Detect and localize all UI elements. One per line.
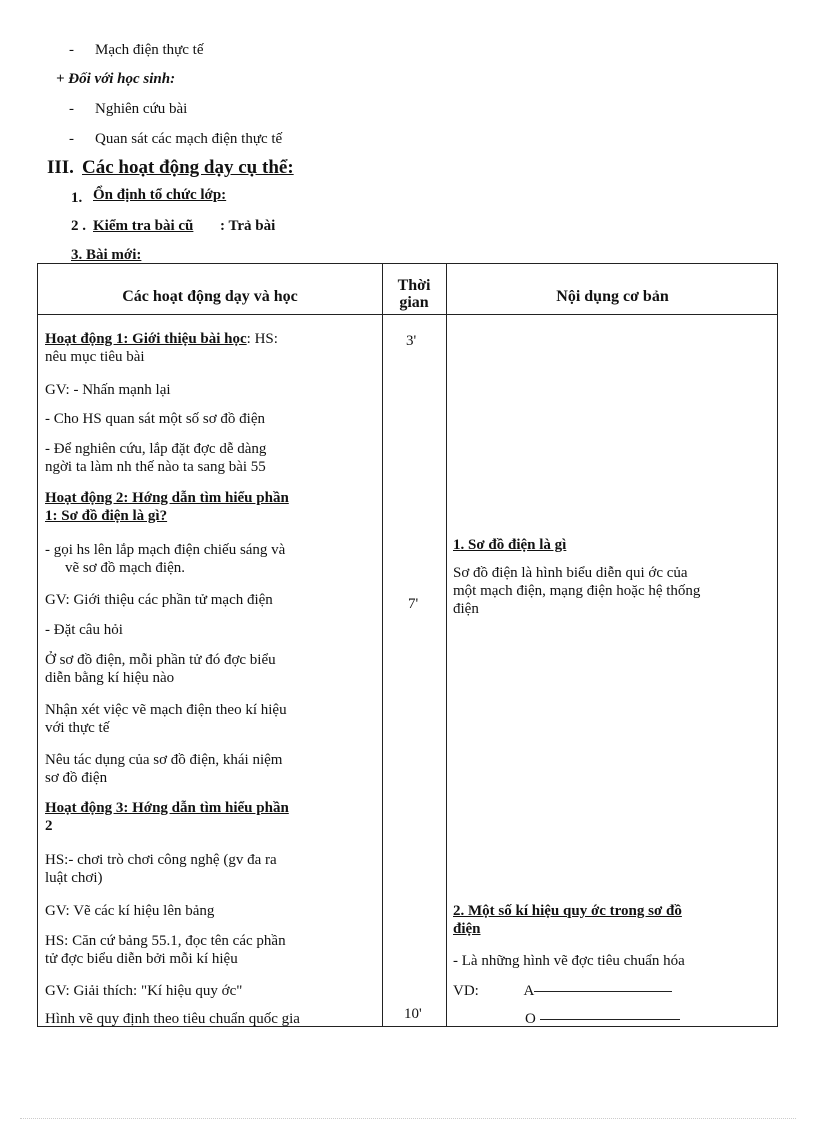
goi-hs-2: vẽ sơ đồ mạch điện. [65,560,185,576]
header-divider [38,314,777,315]
nhan-xet-2: với thực tế [45,720,110,736]
hs-choi [45,851,378,887]
item-mach-dien: Mạch điện thực tế [95,42,204,58]
step2-num: 2 . [71,218,86,234]
header-content: Nội dụng cơ bản [556,288,669,305]
neu-tac-dung-1: Nêu tác dụng của sơ đồ điện, khái niệm [45,752,283,768]
hd3-title-2: 2 [45,818,53,834]
section1-text [453,564,776,618]
hd1-line2: nêu mục tiêu bài [45,349,145,365]
o-so-do [45,651,378,687]
section2-title-1: 2. Một số kí hiệu quy ớc trong sơ đồ [453,903,682,919]
neu-tac-dung-2: sơ đồ điện [45,770,108,786]
dash-1: - [69,42,74,58]
o-so-do-1: Ở sơ đồ điện, mỗi phần tử đó đợc biểu [45,652,276,668]
header-activities: Các hoạt động dạy và học [122,288,298,305]
section1-title: 1. Sơ đồ điện là gì [453,537,567,553]
lesson-table [37,263,778,1027]
vd-label: VD: [453,983,479,999]
hd3-title [45,799,378,835]
hs-choi-1: HS:- chơi trò chơi công nghệ (gv đa ra [45,852,277,868]
section3-title: Các hoạt động dạy cụ thể: [82,157,294,178]
section1-text-3: điện [453,601,479,617]
section2-title [453,902,776,938]
dash-2: - [69,101,74,117]
section2-title-2: điện [453,921,481,937]
gv1: GV: - Nhấn mạnh lại [45,382,171,398]
hs-can-cu [45,932,378,968]
hd1-block [45,330,378,366]
section3-num: III. [47,157,74,178]
section1-text-2: một mạch điện, mạng điện hoặc hệ thống [453,583,701,599]
hs-can-cu-2: tử đợc biểu diễn bởi mỗi kí hiệu [45,951,238,967]
col-divider-2 [446,264,447,1026]
cho-hs: - Cho HS quan sát một số sơ đồ điện [45,411,266,427]
symbol-o-line [540,1019,680,1020]
vd-row [453,982,776,1000]
goi-hs [45,541,378,577]
o-so-do-2: diễn bằng kí hiệu nào [45,670,175,686]
step2-link: Kiểm tra bài cũ [93,218,194,234]
de-nghien-cuu-1: - Để nghiên cứu, lắp đặt đợc dễ dàng [45,441,267,457]
header-time-line1: Thời [397,277,431,294]
hd2-title-1: Hoạt động 2: Hớng dẫn tìm hiểu phần [45,490,289,506]
de-nghien-cuu [45,440,378,476]
header-time-line2: gian [399,294,429,311]
gv3: GV: Vẽ các kí hiệu lên bảng [45,903,215,919]
nhan-xet [45,701,378,737]
hd3-title-1: Hoạt động 3: Hớng dẫn tìm hiểu phần [45,800,289,816]
hinh-ve: Hình vẽ quy định theo tiêu chuẩn quốc gia [45,1011,300,1027]
step1-title: Ổn định tổ chức lớp: [93,187,227,203]
symbol-o-label: O [525,1011,536,1027]
gv4: GV: Giải thích: "Kí hiệu quy ớc" [45,983,243,999]
hs-item-2: Quan sát các mạch điện thực tế [95,131,283,147]
time-3: 10' [404,1006,422,1022]
hd2-title [45,489,378,525]
symbol-a-line [534,991,672,992]
time-2: 7' [408,596,419,612]
de-nghien-cuu-2: ngời ta làm nh thế nào ta sang bài 55 [45,459,266,475]
hd2-title-2: 1: Sơ đồ điện là gì? [45,508,168,524]
step2-rest: : Trả bài [220,218,276,234]
symbol-o-row [525,1010,816,1028]
dash-3: - [69,131,74,147]
hs-choi-2: luật chơi) [45,870,103,886]
step3-title: 3. Bài mới: [71,247,142,263]
hd1-title: Hoạt động 1: Giới thiệu bài học [45,331,247,347]
section2-item: - Là những hình vẽ đợc tiêu chuẩn hóa [453,953,685,969]
time-1: 3' [406,333,417,349]
hd1-rest: : HS: [246,331,278,347]
dat-cau-hoi: - Đặt câu hỏi [45,622,123,638]
step1-num: 1. [71,190,83,206]
header-time [382,277,446,311]
page-footer-rule [20,1118,796,1119]
neu-tac-dung [45,751,378,787]
col-divider-1 [382,264,383,1026]
section1-text-1: Sơ đồ điện là hình biểu diễn qui ớc của [453,565,688,581]
hs-can-cu-1: HS: Căn cứ bảng 55.1, đọc tên các phần [45,933,286,949]
hs-heading: + Đối với học sinh: [56,71,176,87]
goi-hs-1: - gọi hs lên lắp mạch điện chiếu sáng và [45,542,286,558]
symbol-a-label: A [523,983,535,999]
nhan-xet-1: Nhận xét việc vẽ mạch điện theo kí hiệu [45,702,287,718]
hs-item-1: Nghiên cứu bài [95,101,188,117]
gv2: GV: Giới thiệu các phần tử mạch điện [45,592,273,608]
